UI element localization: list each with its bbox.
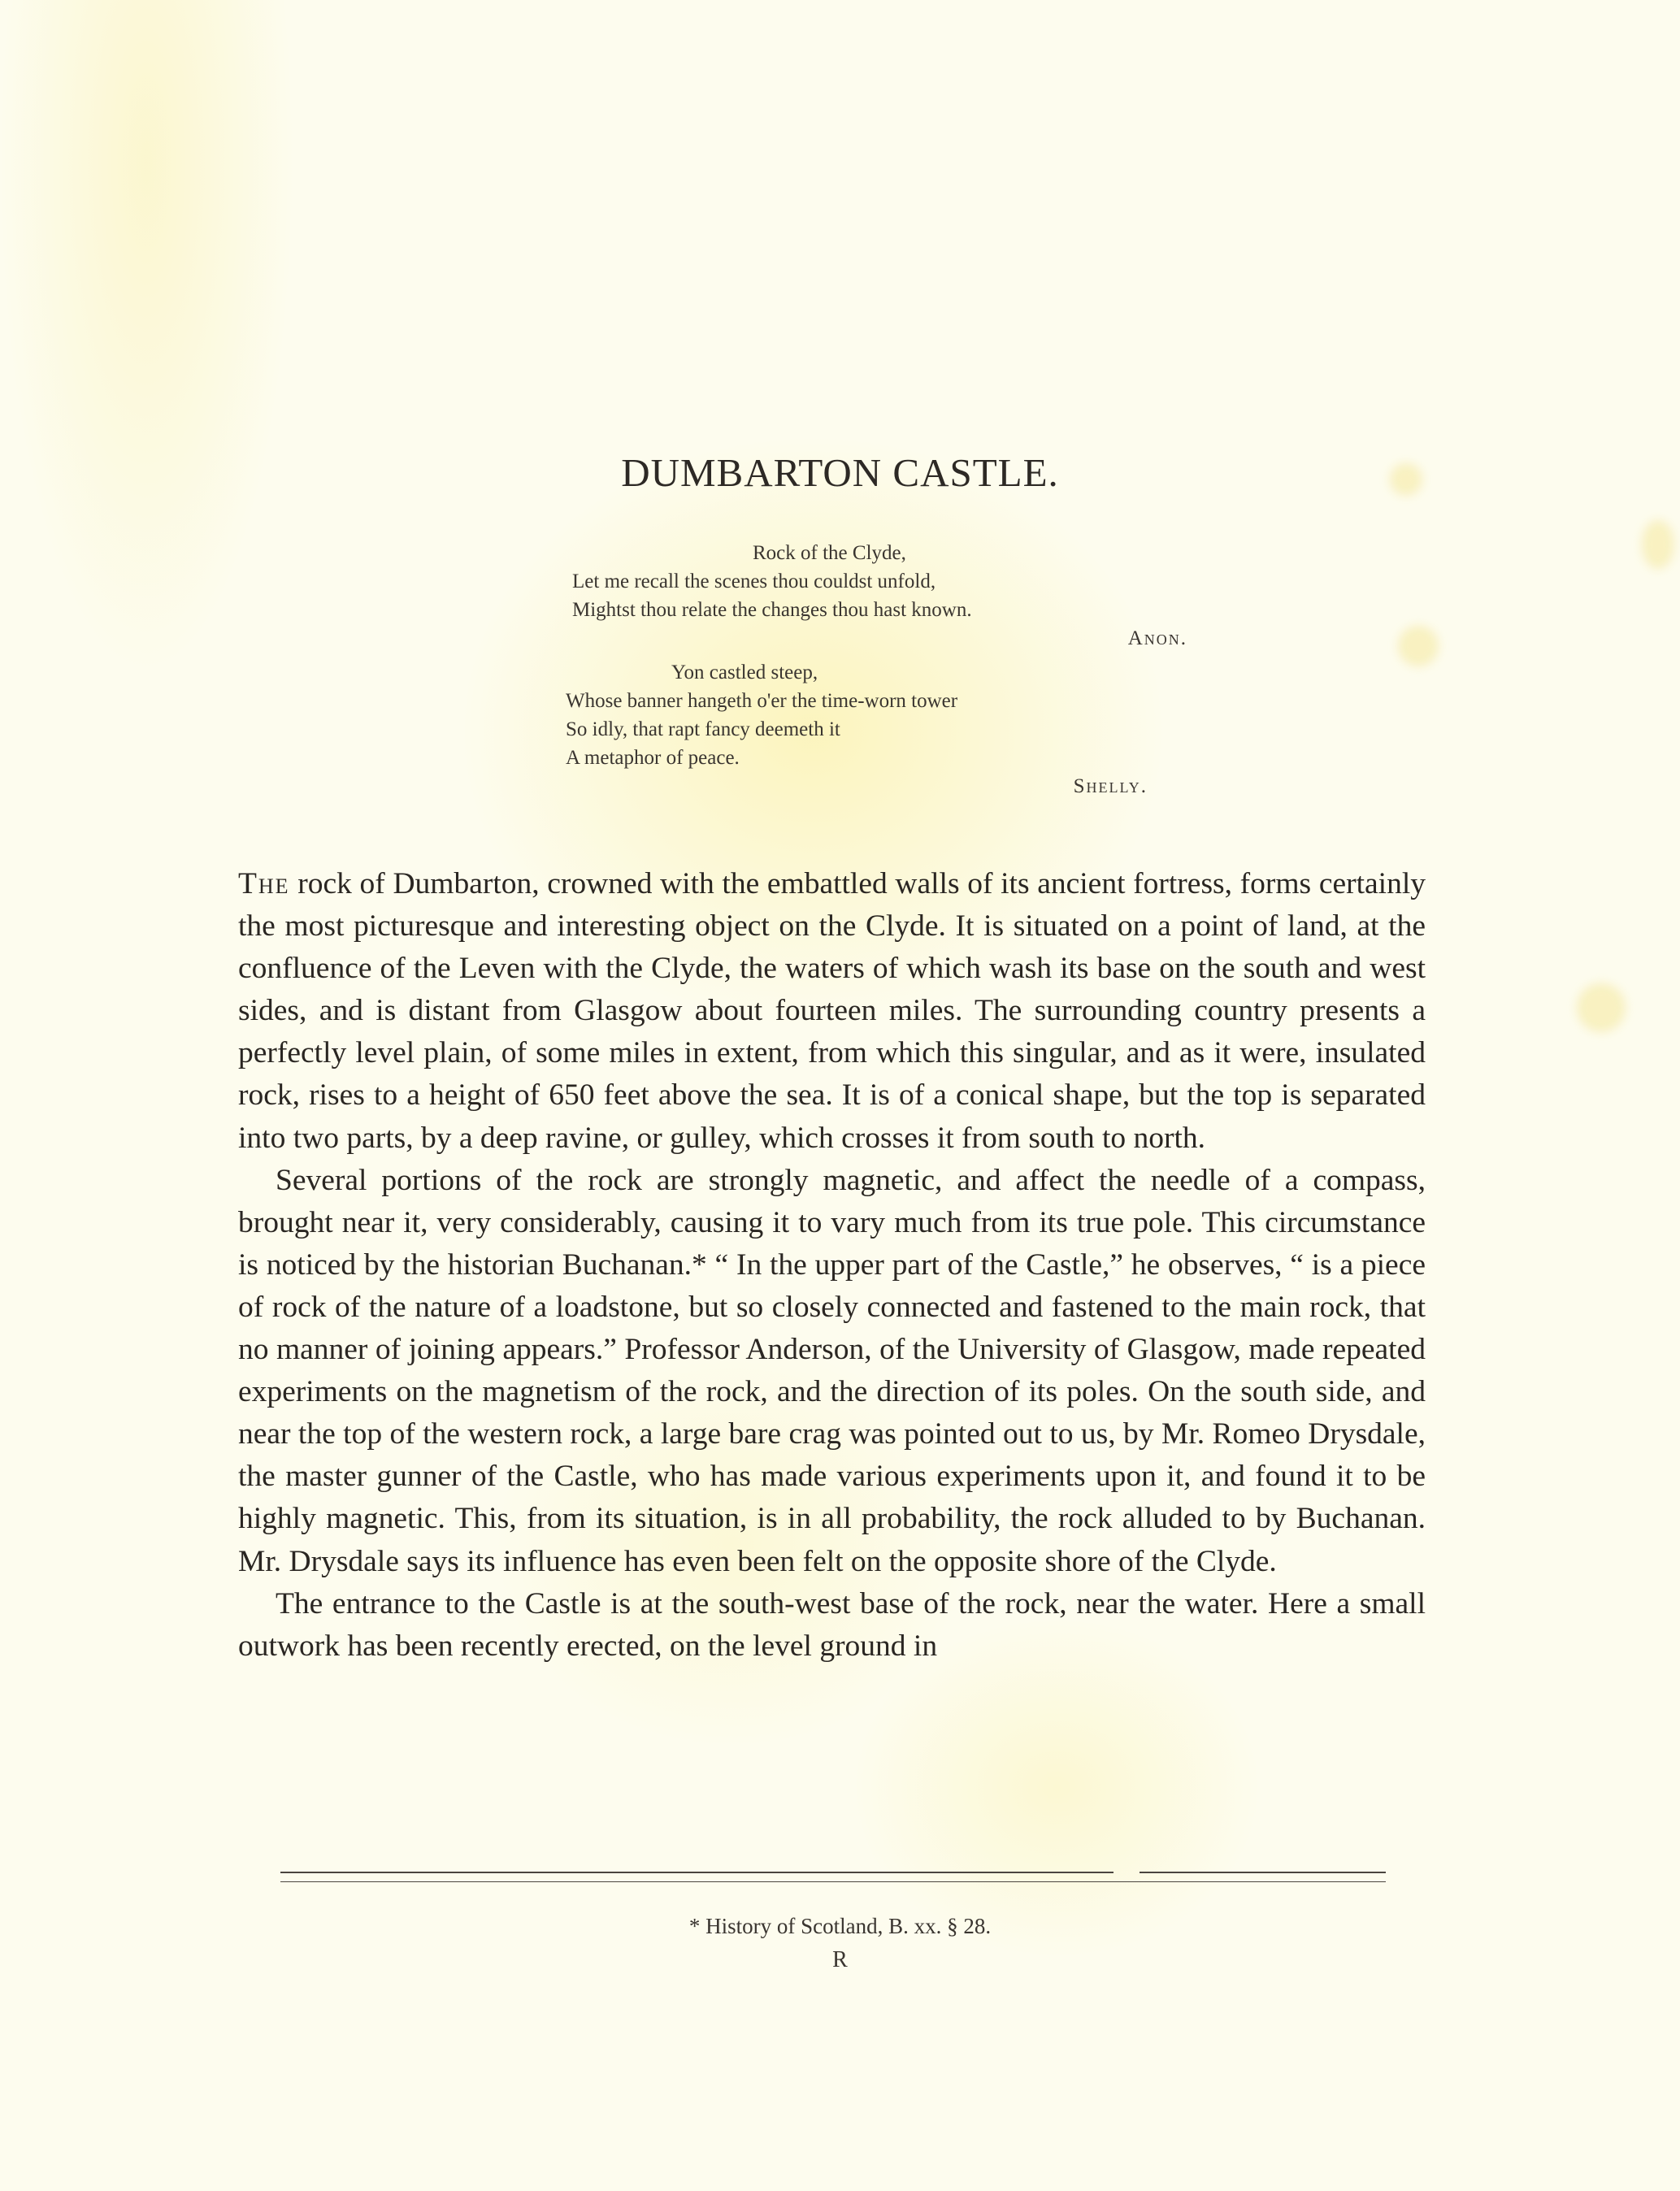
footnote-rule [280, 1872, 1113, 1873]
foxing-stain [1398, 626, 1439, 666]
epigraph-line: Mightst thou relate the changes thou hast known. [572, 599, 972, 621]
epigraph-line: Let me recall the scenes thou couldst unfold, [572, 571, 936, 592]
foxing-stain [1577, 983, 1626, 1032]
signature-mark: R [832, 1947, 848, 1972]
footnote-rule [280, 1881, 1386, 1882]
epigraph-attribution: Shelly. [1073, 775, 1148, 797]
epigraph-line: Yon castled steep, [671, 662, 818, 683]
page-title: DUMBARTON CASTLE. [621, 449, 1059, 495]
paragraph [238, 863, 1426, 1160]
foxing-stain [1642, 520, 1674, 569]
paragraph: Several portions of the rock are strongly magnetic, and affect the needle of a compass, brought near it, very considerably, causing it to vary much from its true pole. This circumstance is noticed by the historian Buchanan.* “ In the upper part of the Castle,” he observes, “ is a piece of rock of the nature of a loadstone, but so closely connected and fastened to the main rock, that no manner of joining appears.” Professor Anderson, of the University of Glasgow, made repeated experiments on the magnetism of the rock, and the direction of its poles. On the south side, and near the top of the western rock, a large bare crag was pointed out to us, by Mr. Romeo Drysdale, the master gunner of the Castle, who has made various experiments upon it, and found it to be highly magnetic. This, from its situation, is in all probability, the rock alluded to by Buchanan. Mr. Drysdale says its influence has even been felt on the opposite shore of the Clyde. [238, 1163, 1426, 1578]
epigraph-line: Rock of the Clyde, [753, 542, 906, 564]
footnote: * History of Scotland, B. xx. § 28. [688, 1914, 992, 1938]
epigraph-anon [572, 539, 1187, 653]
paragraph-text: rock of Dumbarton, crowned with the embattled walls of its ancient fortress, forms certainly the most picturesque and interesting object on the Clyde. It is situated on a point of land, at the confluence of the Leven with the Clyde, the waters of which wash its base on the south and west sides, and is distant from Glasgow about fourteen miles. The surrounding country presents a perfectly level plain, of some miles in extent, from which this singular, and as it were, insulated rock, rises to a height of 650 feet above the sea. It is of a conical shape, but the top is separated into two parts, by a deep ravine, or gulley, which crosses it from south to north. [238, 867, 1426, 1155]
epigraph-attribution: Anon. [1127, 627, 1187, 649]
lead-word: The [238, 867, 290, 900]
epigraph-shelly [566, 658, 1148, 800]
epigraph-line: A metaphor of peace. [566, 747, 740, 769]
body-text [238, 863, 1426, 1668]
epigraph-line: So idly, that rapt fancy deemeth it [566, 718, 840, 740]
epigraph-line: Whose banner hangeth o'er the time-worn tower [566, 690, 958, 712]
footnote-rule [1140, 1872, 1386, 1873]
paragraph: The entrance to the Castle is at the south-west base of the rock, near the water. Here a small outwork has been recently erected, on the level ground in [238, 1586, 1426, 1663]
